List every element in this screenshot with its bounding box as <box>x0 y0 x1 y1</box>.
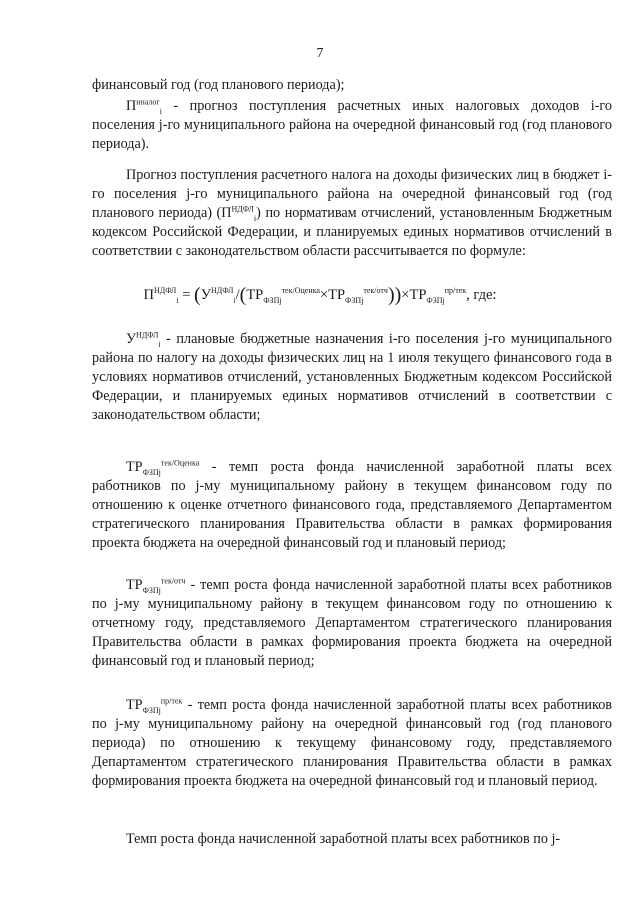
formula-tr3-sub: ФЗПj <box>426 295 445 305</box>
symbol-sup: тек/отч <box>160 576 186 586</box>
paragraph-2-text-a: Прогноз поступления расчетного налога на доходы физических лиц в бюджет i-го поселения j-го муниципального района на очередной финансовый год (год планового периода) ( <box>92 167 612 221</box>
symbol-tr: ТР <box>126 459 143 475</box>
paragraph-4-text: - темп роста фонда начисленной заработной платы всех работников по j-му муниципальному району в текущем финансовом году по отношению к оценке отчетного финансового года, представляемого Департаментом стратегического планирования Правительства области в рамках формирования проекта бюджета на очередной финансовый год и плановый период; <box>92 459 612 551</box>
formula-paren-open-2: ( <box>239 284 247 306</box>
formula-lhs-sub: i <box>176 295 179 305</box>
formula-tr2-sub: ФЗПj <box>345 295 364 305</box>
symbol-u: У <box>126 331 137 347</box>
paragraph-3-text: - плановые бюджетные назначения i-го поселения j-го муниципального района по налогу на доходы физических лиц на 1 июля текущего финансового года в условиях нормативов отчислений, установленных Бюджетным кодексом Российской Федерации, и планируемых единых нормативов отчислений в соответствии с законодательством области; <box>92 331 612 423</box>
paragraph-6 <box>92 696 612 791</box>
symbol-sub: ФЗПj <box>142 705 161 715</box>
formula-lhs-sup: НДФЛ <box>153 286 177 296</box>
paragraph-3 <box>92 330 612 425</box>
paragraph-1-text: - прогноз поступления расчетных иных налоговых доходов i-го поселения j-го муниципального района на очередной финансовый год (год планового периода). <box>92 98 612 152</box>
formula-tr1-sub: ФЗПj <box>263 295 282 305</box>
formula-u: У <box>200 287 211 303</box>
symbol-p: П <box>126 98 137 114</box>
symbol-sup: иналог <box>136 97 160 107</box>
page-number: 7 <box>316 46 324 61</box>
paragraph-5-text: - темп роста фонда начисленной заработной платы всех работников по j-му муниципальному району в текущем финансовом году по отношению к отчетному году, представляемого Департаментом стратегического планирования Правительства области в рамках формирования проекта бюджета на очередной финансовый год и плановый период; <box>92 577 612 669</box>
formula-tr3: ТР <box>409 287 427 303</box>
paragraph-5 <box>92 576 612 671</box>
formula-tr1-sup: тек/Оценка <box>281 286 320 296</box>
symbol-sub: i <box>159 106 162 116</box>
symbol-sub: i <box>253 213 257 223</box>
paragraph-2-text-b: ) по нормативам отчислений, установленным Бюджетным кодексом Российской Федерации, и планируемых единых нормативов отчислений в соответствии с законодательством области рассчитывается по формуле: <box>92 205 612 259</box>
formula-u-sup: НДФЛ <box>210 286 234 296</box>
formula-tr2: ТР <box>328 287 346 303</box>
symbol-tr: ТР <box>126 697 143 713</box>
paragraph-7: Темп роста фонда начисленной заработной платы всех работников по j- <box>126 831 561 847</box>
formula-u-sub: i <box>233 295 236 305</box>
formula <box>0 286 640 305</box>
formula-tail: , где: <box>466 287 497 303</box>
symbol-sub: ФЗПj <box>142 585 161 595</box>
formula-lhs: П <box>143 287 154 303</box>
formula-paren-close: ) <box>394 284 402 306</box>
paragraph-6-text: - темп роста фонда начисленной заработной платы всех работников по j-му муниципальному району на очередной финансовый год (год планового периода) по отношению к текущему финансовому году, представляемого Департаментом стратегического планирования Правительства области в рамках формирования проекта бюджета на очередной финансовый год и плановый период. <box>92 697 612 789</box>
formula-paren-close-2: ) <box>387 284 395 306</box>
formula-tr1: ТР <box>246 287 264 303</box>
paragraph-2 <box>92 166 612 261</box>
paragraph-1 <box>92 97 612 154</box>
formula-eq: = <box>178 287 195 303</box>
symbol-sup: тек/Оценка <box>160 458 200 468</box>
symbol-tr: ТР <box>126 577 143 593</box>
symbol-sup: НДФЛ <box>136 330 159 340</box>
symbol-p: П <box>221 205 232 221</box>
symbol-sub: ФЗПj <box>142 467 161 477</box>
formula-times-1: × <box>319 287 329 303</box>
paragraph-0: финансовый год (год планового периода); <box>92 77 345 93</box>
symbol-sub: i <box>158 339 161 349</box>
symbol-sup: НДФЛ <box>231 204 254 214</box>
symbol-sup: пр/тек <box>160 696 183 706</box>
formula-times-2: × <box>401 287 410 303</box>
formula-div: / <box>235 287 240 303</box>
paragraph-4 <box>92 458 612 553</box>
formula-paren-open: ( <box>194 284 201 306</box>
formula-tr2-sup: тек/отч <box>363 286 388 296</box>
formula-tr3-sup: пр/тек <box>444 286 467 296</box>
